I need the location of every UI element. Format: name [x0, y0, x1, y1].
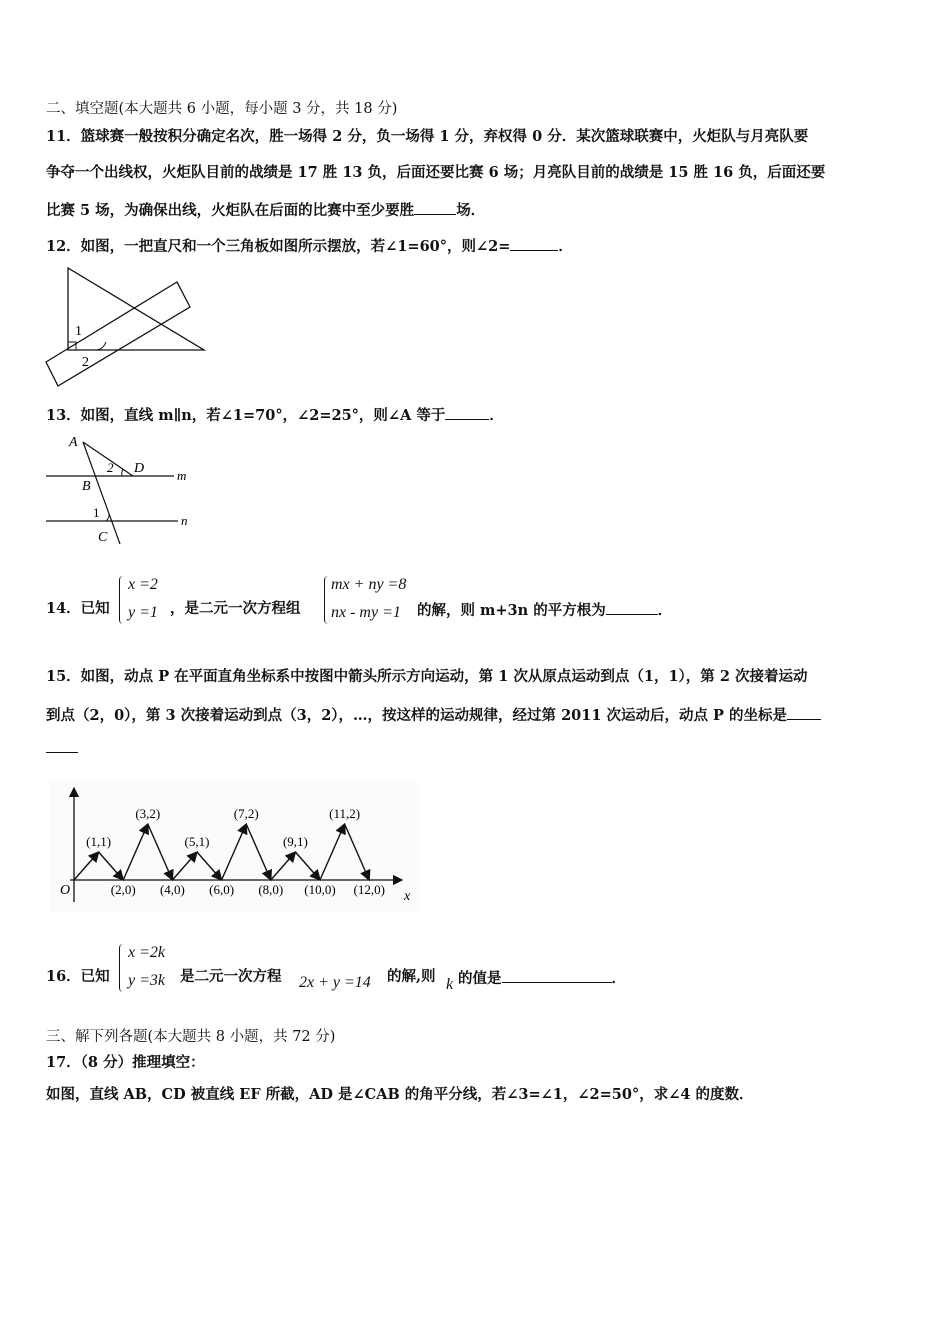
q12-end: ．: [558, 238, 573, 255]
q15-line1: 15．如图，动点 P 在平面直角坐标系中按图中箭头所示方向运动，第 1 次从原点运动到点（1，1），第 2 次接着运动: [46, 668, 808, 685]
q13-label-D: D: [134, 461, 145, 476]
q15-upper-point-label: (11,2): [329, 806, 361, 821]
q13-parallel-lines-figure: [40, 432, 200, 550]
q13-label-B: B: [82, 479, 91, 494]
q15-answer-blank-part1[interactable]: [787, 705, 821, 720]
q15-lower-point-label: (6,0): [209, 882, 235, 897]
q12-text: 12．如图，一把直尺和一个三角板如图所示摆放，若∠1=60°，则∠2=: [46, 238, 511, 255]
section-3-heading: 三、解下列各题(本大题共 8 小题，共 72 分): [46, 1029, 336, 1045]
q12-angle2-arc: [97, 342, 106, 350]
q13-label-A: A: [69, 435, 78, 450]
q16-variable-k: k: [446, 976, 454, 993]
q16-mid2-text: 的解,则: [387, 968, 436, 985]
q14-system-brace: [324, 576, 331, 624]
q13-label-n: n: [181, 513, 188, 528]
q15-line2-text: 到点（2，0），第 3 次接着运动到点（3，2），…，按这样的运动规律，经过第 2011 次运动后，动点 P 的坐标是: [46, 707, 787, 724]
q14-solution-brace: [119, 576, 126, 624]
q16-end: ．: [611, 970, 626, 987]
q15-zigzag-chart: [50, 782, 420, 912]
q14-prefix: 14．已知: [46, 600, 110, 617]
q16-solution-brace: [119, 944, 126, 992]
q15-lower-point-label: (4,0): [159, 882, 185, 897]
q13-question: [46, 405, 504, 425]
q11-line1: 11．篮球赛一般按积分确定名次，胜一场得 2 分，负一场得 1 分，弃权得 0 分．某次篮球联赛中，火炬队与月亮队要: [46, 128, 809, 145]
q15-upper-point-label: (5,1): [184, 834, 210, 849]
q15-x-axis-label: x: [404, 889, 411, 904]
q11-line3-end: 场．: [456, 202, 486, 219]
q13-angle2-label: 2: [107, 460, 114, 475]
q16-suffix: [458, 968, 626, 988]
q16-prefix: 16．已知: [46, 968, 110, 985]
q14-mid-text: ，是二元一次方程组: [170, 600, 301, 617]
q13-angle1-arc: [106, 513, 109, 521]
q12-ruler-triangle-figure: [42, 262, 212, 392]
q12-question: [46, 236, 573, 256]
q15-line2: [46, 705, 821, 725]
q11-line3-text: 比赛 5 场，为确保出线，火炬队在后面的比赛中至少要胜: [46, 202, 415, 219]
q16-equation: 2x + y =14: [299, 974, 371, 991]
q13-answer-blank[interactable]: [445, 405, 489, 420]
q12-angle1-label: 1: [75, 324, 82, 339]
q15-upper-point-label: (3,2): [135, 806, 161, 821]
q17-text: 如图，直线 AB，CD 被直线 EF 所截，AD 是∠CAB 的角平分线，若∠3=∠1，∠2=50°，求∠4 的度数．: [46, 1086, 754, 1103]
q15-upper-point-label: (1,1): [86, 834, 112, 849]
q12-answer-blank[interactable]: [510, 236, 558, 251]
section-2-heading: 二、填空题(本大题共 6 小题，每小题 3 分，共 18 分): [46, 101, 398, 117]
q16-mid-text: 是二元一次方程: [180, 968, 282, 985]
q11-line2: 争夺一个出线权，火炬队目前的战绩是 17 胜 13 负，后面还要比赛 6 场；月亮队目前的战绩是 15 胜 16 负，后面还要: [46, 164, 826, 181]
q14-answer-blank[interactable]: [606, 600, 658, 615]
q14-solution-y: y =1: [128, 604, 158, 621]
q13-angle2-arc: [122, 469, 123, 476]
q14-equation-1: mx + ny =8: [331, 576, 407, 593]
q15-answer-blank-part2[interactable]: [46, 752, 78, 753]
q15-lower-point-label: (12,0): [353, 882, 385, 897]
q15-lower-point-label: (8,0): [258, 882, 284, 897]
q14-suffix-text: 的解，则 m+3n 的平方根为: [417, 602, 606, 619]
q14-solution-x: x =2: [128, 576, 158, 593]
q15-upper-point-label: (9,1): [282, 834, 308, 849]
q11-line3: [46, 200, 485, 220]
q16-solution-y: y =3k: [128, 972, 165, 989]
q12-angle2-label: 2: [82, 355, 89, 370]
q15-lower-point-label: (2,0): [110, 882, 136, 897]
q13-end: ．: [489, 407, 504, 424]
q13-text: 13．如图，直线 m∥n，若∠1=70°，∠2=25°，则∠A 等于: [46, 407, 446, 424]
q13-label-C: C: [98, 530, 108, 545]
q15-upper-point-label: (7,2): [233, 806, 259, 821]
q16-solution-x: x =2k: [128, 944, 165, 961]
q16-answer-blank[interactable]: [502, 968, 612, 983]
q14-suffix: [417, 600, 672, 620]
q14-end: ．: [657, 602, 673, 619]
q15-lower-point-label: (10,0): [304, 882, 336, 897]
q14-equation-2: nx - my =1: [331, 604, 401, 621]
q11-answer-blank[interactable]: [414, 200, 456, 215]
q15-origin-label: O: [60, 883, 71, 898]
q16-suffix-text: 的值是: [458, 970, 502, 987]
q17-title: 17．（8 分）推理填空：: [46, 1054, 205, 1071]
q13-angle1-label: 1: [93, 505, 100, 520]
q12-triangle: [68, 268, 204, 350]
q13-label-m: m: [177, 468, 187, 483]
